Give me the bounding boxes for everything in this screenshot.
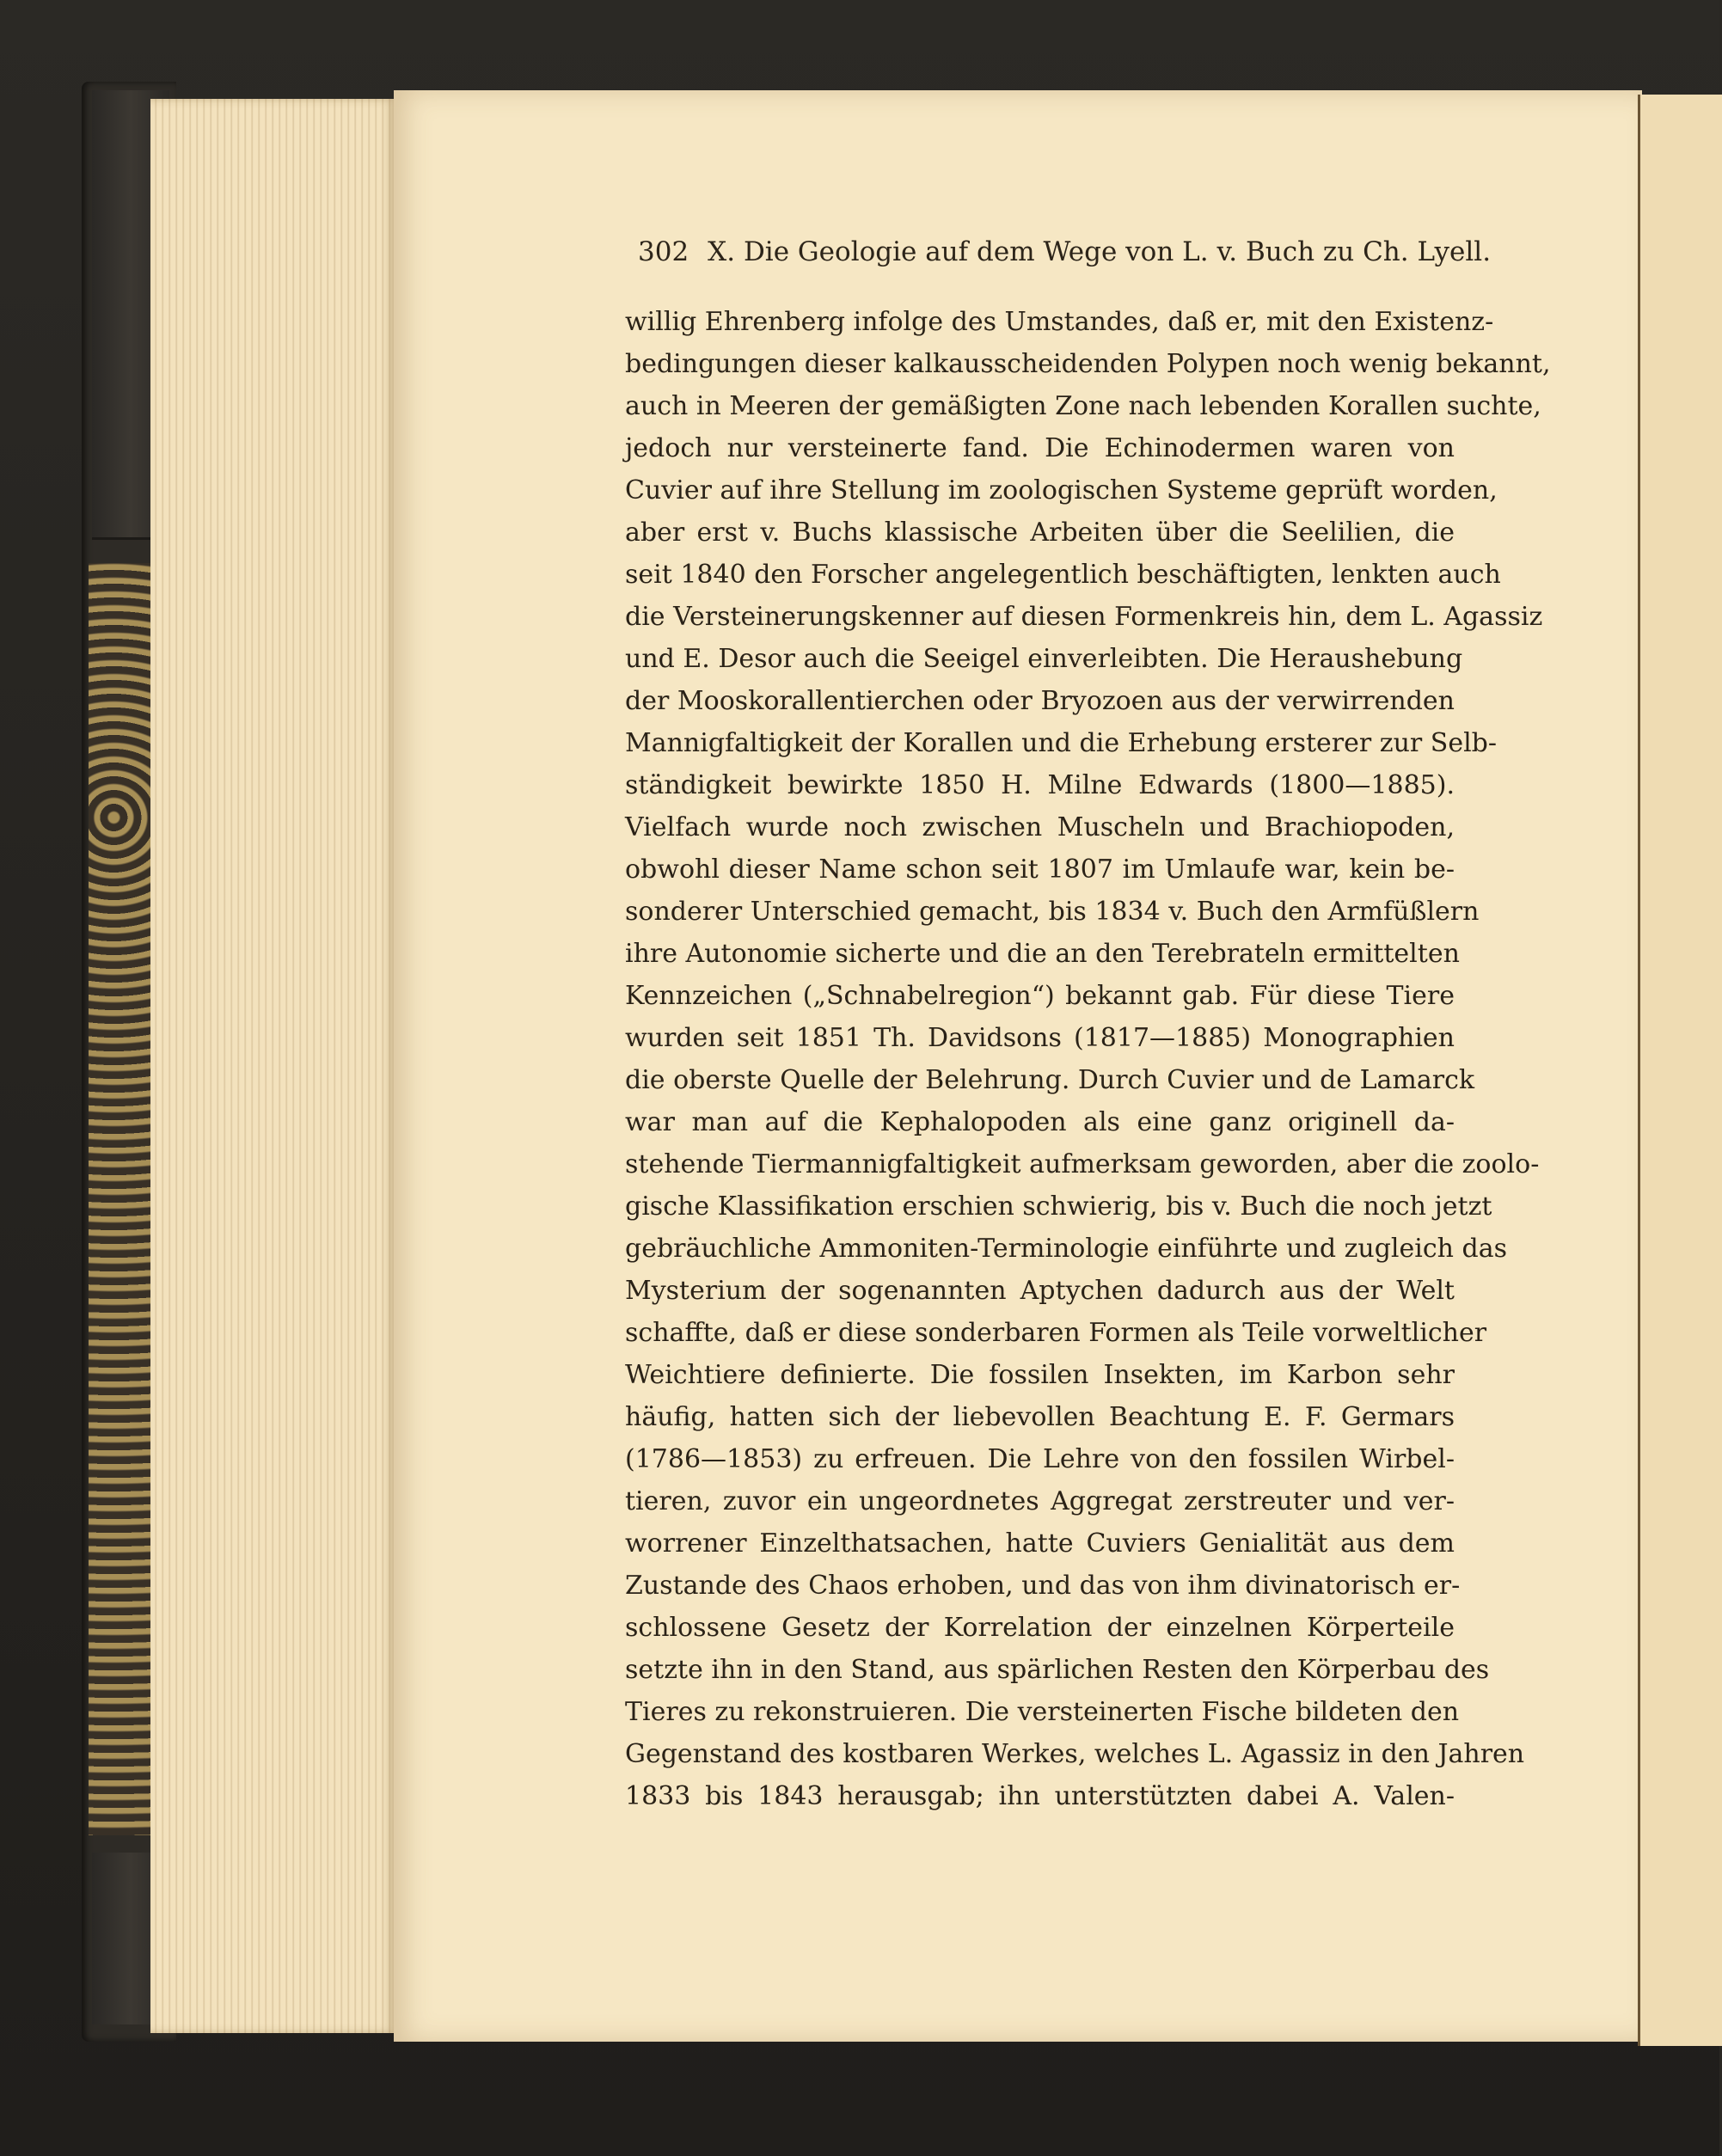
text-line: Mannigfaltigkeit der Korallen und die Erhebung ersterer zur Selb- <box>625 728 1498 758</box>
text-line: und E. Desor auch die Seeigel einverleibten. Die Heraushebung <box>625 644 1463 674</box>
text-line: sonderer Unterschied gemacht, bis 1834 v. Buch den Armfüßlern <box>625 897 1480 927</box>
text-line: tieren, zuvor ein ungeordnetes Aggregat zerstreuter und ver- <box>625 1486 1455 1516</box>
text-line: setzte ihn in den Stand, aus spärlichen Resten den Körperbau des <box>625 1655 1490 1685</box>
text-line: Zustande des Chaos erhoben, und das von ihm divinatorisch er- <box>625 1571 1461 1601</box>
text-line: häufig, hatten sich der liebevollen Beachtung E. F. Germars <box>625 1402 1455 1432</box>
text-line: Mysterium der sogenannten Aptychen dadurch aus der Welt <box>625 1276 1455 1306</box>
text-line: 1833 bis 1843 herausgab; ihn unterstützten dabei A. Valen- <box>625 1781 1455 1811</box>
text-line: (1786—1853) zu erfreuen. Die Lehre von den fossilen Wirbel- <box>625 1444 1455 1474</box>
text-line: gische Klassifikation erschien schwierig, bis v. Buch die noch jetzt <box>625 1191 1492 1222</box>
text-line: bedingungen dieser kalkausscheidenden Polypen noch wenig bekannt, <box>625 349 1551 379</box>
running-head: X. Die Geologie auf dem Wege von L. v. Buch zu Ch. Lyell. <box>708 236 1492 267</box>
facing-page-edge <box>1638 95 1722 2046</box>
text-line: die Versteinerungskenner auf diesen Formenkreis hin, dem L. Agassiz <box>625 602 1543 632</box>
text-line: obwohl dieser Name schon seit 1807 im Umlaufe war, kein be- <box>625 854 1455 885</box>
text-line: Gegenstand des kostbaren Werkes, welches L. Agassiz in den Jahren <box>625 1739 1525 1769</box>
text-line: Kennzeichen („Schnabelregion“) bekannt gab. Für diese Tiere <box>625 981 1455 1011</box>
text-line: auch in Meeren der gemäßigten Zone nach lebenden Korallen suchte, <box>625 391 1541 421</box>
text-line: jedoch nur versteinerte fand. Die Echinodermen waren von <box>625 433 1455 463</box>
page-stack-edge <box>150 99 395 2033</box>
text-line: Tieres zu rekonstruieren. Die versteinerten Fische bildeten den <box>625 1697 1460 1727</box>
page-header <box>638 236 1492 279</box>
text-line: wurden seit 1851 Th. Davidsons (1817—1885) Monographien <box>625 1023 1455 1053</box>
text-line: Weichtiere definierte. Die fossilen Insekten, im Karbon sehr <box>625 1360 1455 1390</box>
page-number: 302 <box>638 236 689 267</box>
text-line: worrener Einzelthatsachen, hatte Cuviers Genialität aus dem <box>625 1528 1455 1559</box>
text-line: schaffte, daß er diese sonderbaren Formen als Teile vorweltlicher <box>625 1318 1487 1348</box>
body-text <box>625 301 1551 1817</box>
text-line: stehende Tiermannigfaltigkeit aufmerksam geworden, aber die zoolo- <box>625 1149 1540 1179</box>
text-line: aber erst v. Buchs klassische Arbeiten über die Seelilien, die <box>625 518 1455 548</box>
text-line: war man auf die Kephalopoden als eine ganz originell da- <box>625 1107 1455 1137</box>
text-line: seit 1840 den Forscher angelegentlich beschäftigten, lenkten auch <box>625 560 1501 590</box>
text-line: gebräuchliche Ammoniten-Terminologie einführte und zugleich das <box>625 1234 1508 1264</box>
text-line: ihre Autonomie sicherte und die an den Terebrateln ermittelten <box>625 939 1460 969</box>
text-line: die oberste Quelle der Belehrung. Durch Cuvier und de Lamarck <box>625 1065 1475 1095</box>
text-line: willig Ehrenberg infolge des Umstandes, daß er, mit den Existenz- <box>625 307 1494 337</box>
text-line: Vielfach wurde noch zwischen Muscheln und Brachiopoden, <box>625 812 1455 842</box>
text-line: schlossene Gesetz der Korrelation der einzelnen Körperteile <box>625 1613 1455 1643</box>
text-line: ständigkeit bewirkte 1850 H. Milne Edwards (1800—1885). <box>625 770 1455 800</box>
text-line: der Mooskorallentierchen oder Bryozoen aus der verwirrenden <box>625 686 1455 716</box>
text-line: Cuvier auf ihre Stellung im zoologischen Systeme geprüft worden, <box>625 475 1498 505</box>
